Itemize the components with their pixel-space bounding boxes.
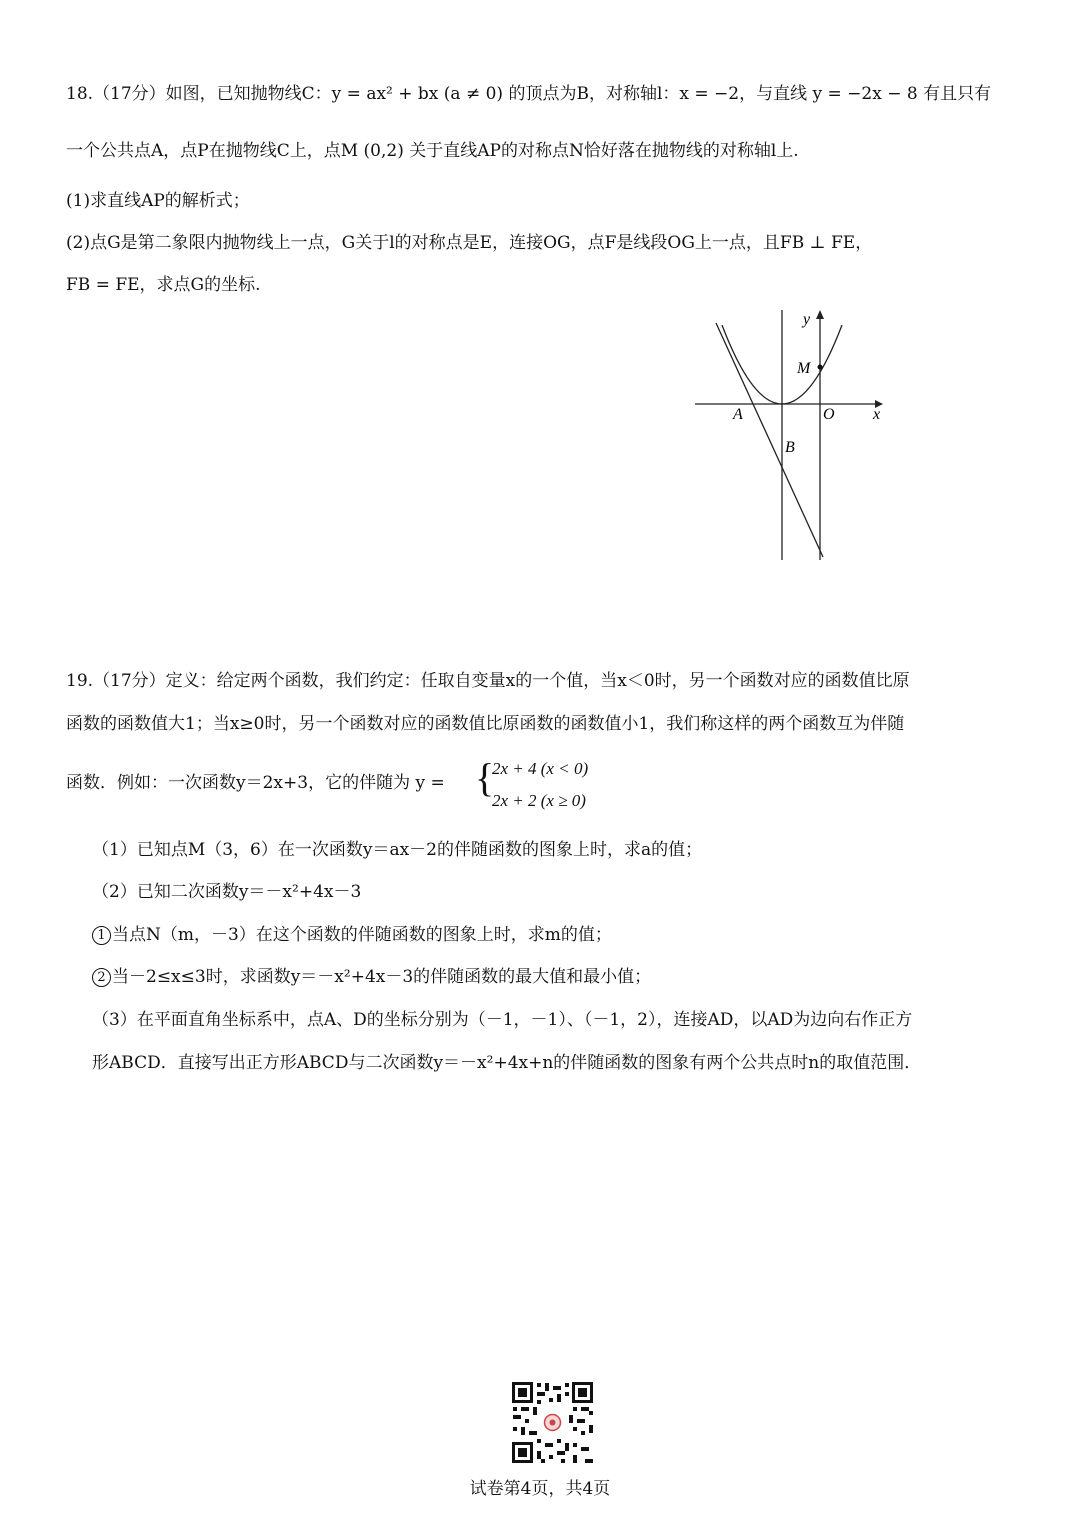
q19-line-3: 函数．例如：一次函数y＝2x+3，它的伴随为 y = xyxy=(66,773,445,793)
parabola-figure xyxy=(690,305,890,565)
q19-sub-2 xyxy=(92,965,651,989)
q19-line-1: 19.（17分）定义：给定两个函数，我们约定：任取自变量x的一个值，当x＜0时，另一个函数对应的函数值比原 xyxy=(66,671,910,691)
q18-line-2: 一个公共点A，点P在抛物线C上，点M (0,2) 关于直线AP的对称点N恰好落在抛物线的对称轴l上. xyxy=(66,141,799,161)
label-b: B xyxy=(785,439,795,456)
piecewise-case-2: 2x + 2 (x ≥ 0) xyxy=(492,791,586,810)
q19-part-2: （2）已知二次函数y＝－x²+4x－3 xyxy=(92,882,362,902)
q19-line-2: 函数的函数值大1；当x≥0时，另一个函数对应的函数值比原函数的函数值小1，我们称这样的两个函数互为伴随 xyxy=(66,714,905,734)
q19-sub-2-text: 当－2≤x≤3时，求函数y＝－x²+4x－3的伴随函数的最大值和最小值； xyxy=(112,967,652,987)
circled-number-2: 2 xyxy=(92,968,111,987)
page-footer: 试卷第4页，共4页 xyxy=(469,1479,611,1499)
label-a: A xyxy=(733,406,743,423)
point-m xyxy=(818,365,823,370)
piecewise-case-1: 2x + 4 (x < 0) xyxy=(492,759,589,778)
label-m: M xyxy=(797,360,811,377)
qr-code xyxy=(510,1380,595,1465)
q18-part-1: (1)求直线AP的解析式； xyxy=(66,191,250,211)
q19-part-3-line-2: 形ABCD．直接写出正方形ABCD与二次函数y＝－x²+4x+n的伴随函数的图象有两个公共点时n的取值范围． xyxy=(92,1053,922,1073)
y-axis-arrow xyxy=(816,310,824,319)
label-x: x xyxy=(873,406,881,423)
q18-line-1: 18.（17分）如图，已知抛物线C：y = ax² + bx (a ≠ 0) 的顶点为B，对称轴l：x = −2，与直线 y = −2x − 8 有且只有 xyxy=(66,84,992,104)
piecewise-brace: { xyxy=(475,755,495,800)
q19-sub-1 xyxy=(92,923,612,947)
q18-part-2-line-1: (2)点G是第二象限内抛物线上一点，G关于l的对称点是E，连接OG，点F是线段OG上一点，且FB ⊥ FE， xyxy=(66,233,873,253)
q19-part-3-line-1: （3）在平面直角坐标系中，点A、D的坐标分别为（－1，－1）、（－1，2），连接AD，以AD为边向右作正方 xyxy=(92,1010,913,1030)
q19-sub-1-text: 当点N（m，－3）在这个函数的伴随函数的图象上时，求m的值； xyxy=(112,925,612,945)
label-o: O xyxy=(823,406,835,423)
tangent-line xyxy=(716,323,823,557)
q19-part-1: （1）已知点M（3，6）在一次函数y＝ax－2的伴随函数的图象上时，求a的值； xyxy=(92,840,703,860)
label-y: y xyxy=(803,311,811,328)
q18-part-2-line-2: FB = FE，求点G的坐标. xyxy=(66,275,261,295)
circled-number-1: 1 xyxy=(92,926,111,945)
